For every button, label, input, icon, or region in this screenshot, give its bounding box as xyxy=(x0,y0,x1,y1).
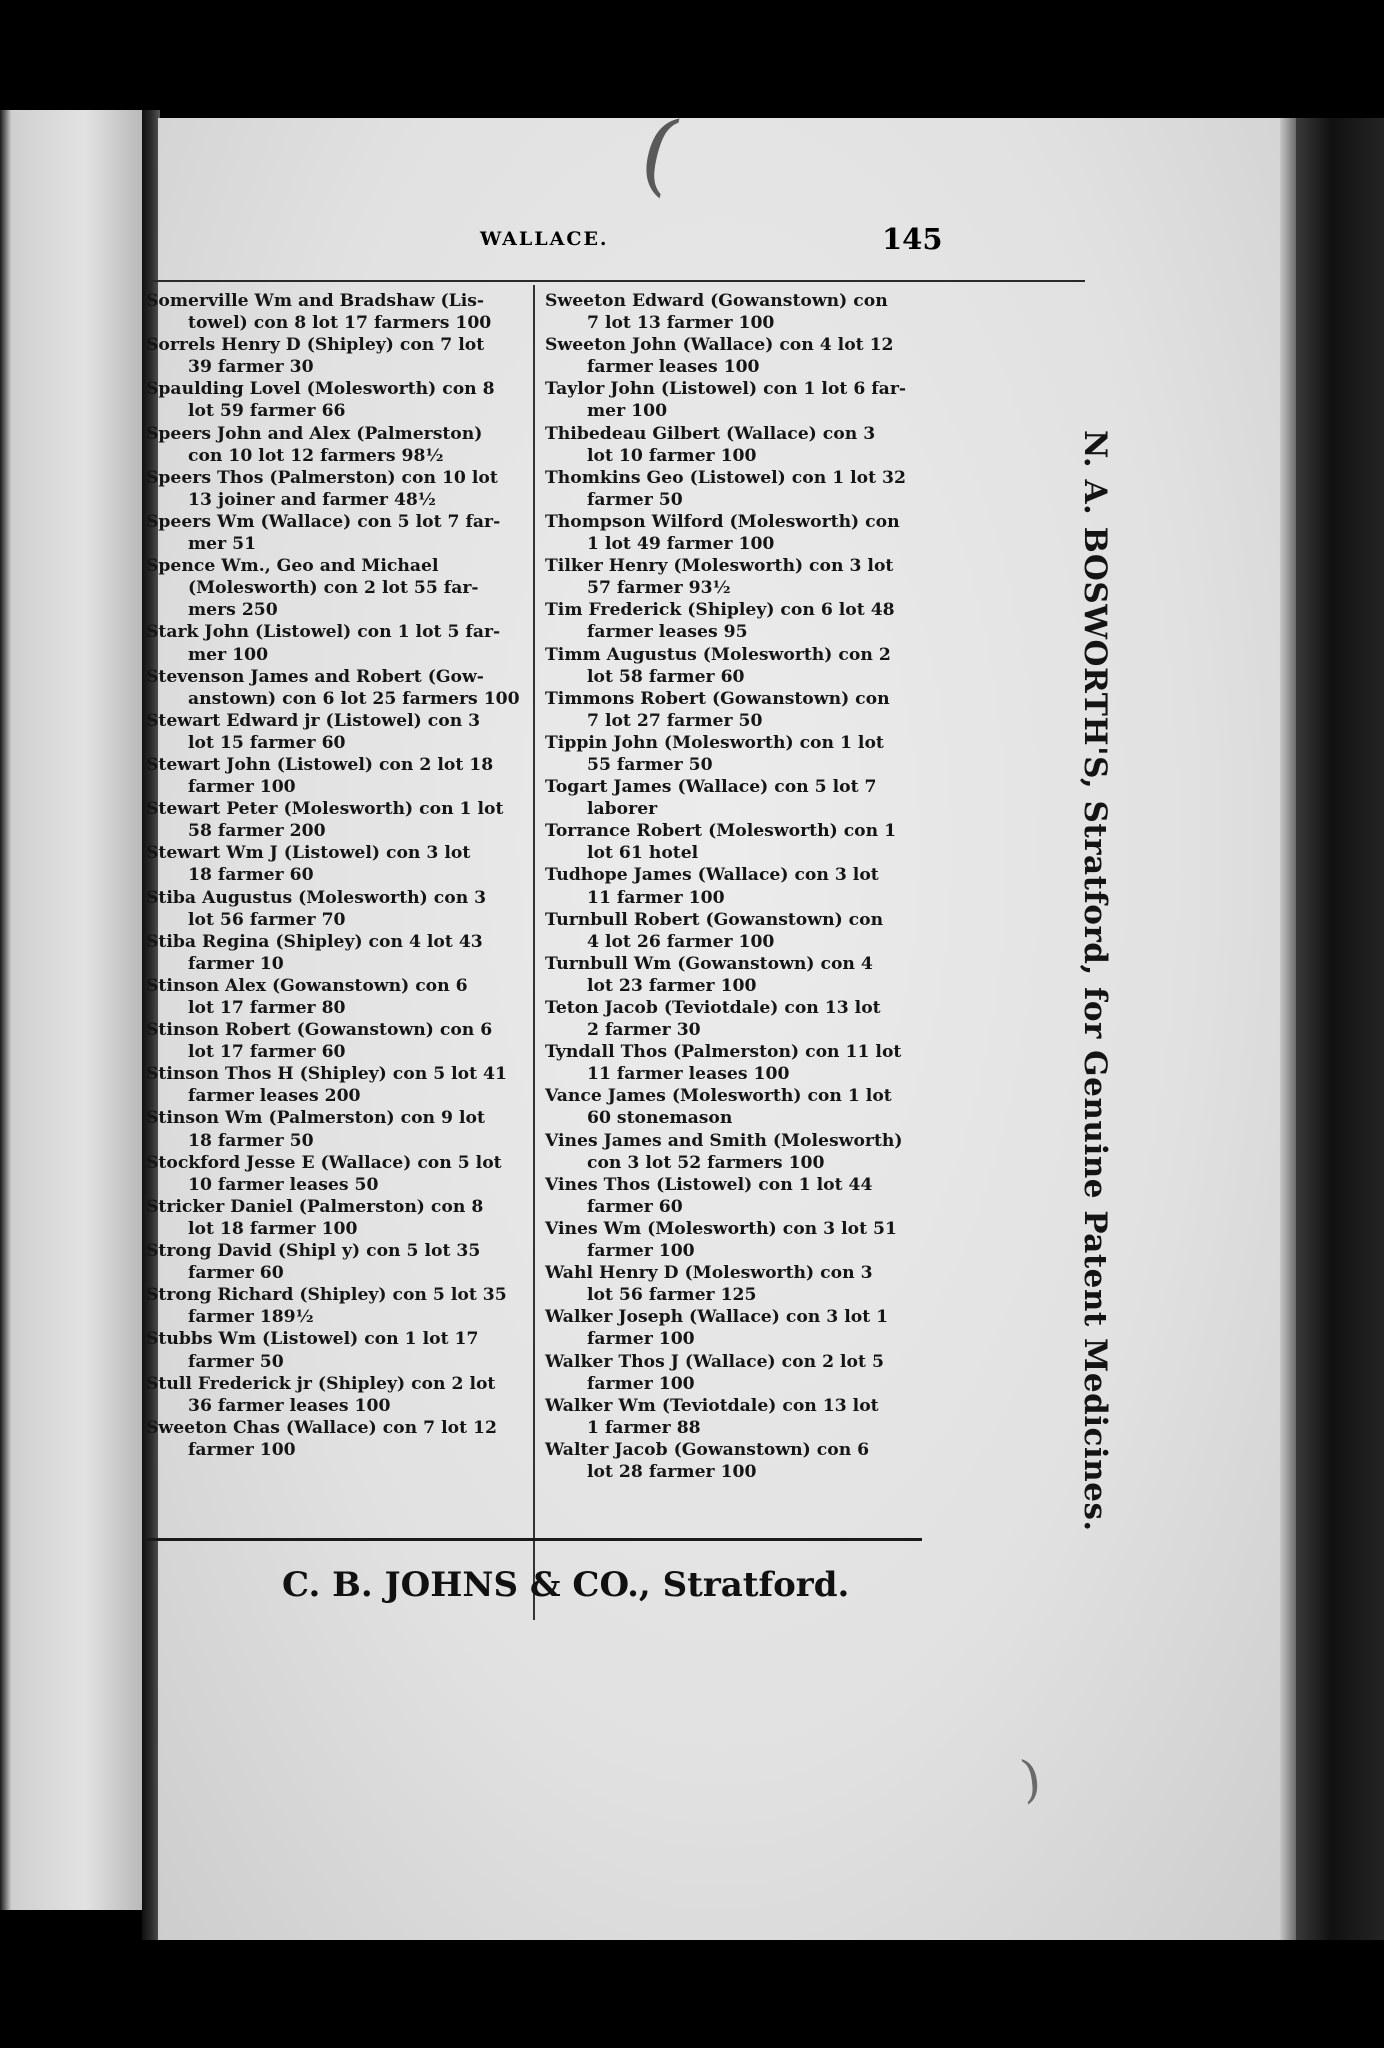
directory-entry xyxy=(545,1041,935,1085)
entry-continuation-line: farmer 189½ xyxy=(188,1307,314,1328)
page-edge xyxy=(1280,118,1296,1940)
entry-first-line: Turnbull Wm (Gowanstown) con 4 xyxy=(545,953,873,974)
entry-first-line: Torrance Robert (Molesworth) con 1 xyxy=(545,821,897,842)
directory-entry xyxy=(146,511,526,555)
entry-first-line: Stull Frederick jr (Shipley) con 2 lot xyxy=(146,1373,496,1394)
directory-entry xyxy=(545,953,935,997)
entry-first-line: Stewart John (Listowel) con 2 lot 18 xyxy=(146,754,494,775)
entry-continuation-line: mer 100 xyxy=(587,401,668,422)
running-head: WALLACE. xyxy=(480,228,609,250)
directory-entry xyxy=(545,511,935,555)
entry-continuation-line: anstown) con 6 lot 25 farmers 100 xyxy=(188,688,520,709)
right-column xyxy=(545,290,935,1483)
entry-first-line: Stewart Peter (Molesworth) con 1 lot xyxy=(146,799,504,820)
entry-continuation-line: 7 lot 27 farmer 50 xyxy=(587,710,763,731)
entry-first-line: Stockford Jesse E (Wallace) con 5 lot xyxy=(146,1152,502,1173)
entry-continuation-line: farmer 10 xyxy=(188,953,284,974)
entry-continuation-line: farmer 100 xyxy=(188,1439,296,1460)
side-advertisement: N. A. BOSWORTH'S, Stratford, for Genuine Patent Medicines. xyxy=(1077,430,1113,1532)
entry-continuation-line: towel) con 8 lot 17 farmers 100 xyxy=(188,313,492,334)
entry-continuation-line: 18 farmer 60 xyxy=(188,865,314,886)
entry-continuation-line: 2 farmer 30 xyxy=(587,1020,701,1041)
directory-entry xyxy=(545,688,935,732)
directory-entry xyxy=(545,555,935,599)
entry-continuation-line: con 3 lot 52 farmers 100 xyxy=(587,1152,825,1173)
directory-entry xyxy=(146,666,526,710)
directory-entry xyxy=(545,599,935,643)
entry-continuation-line: farmer leases 95 xyxy=(587,622,748,643)
entry-first-line: Stinson Thos H (Shipley) con 5 lot 41 xyxy=(146,1064,507,1085)
entry-first-line: Thompson Wilford (Molesworth) con xyxy=(545,511,900,532)
directory-entry xyxy=(545,1395,935,1439)
entry-continuation-line: (Molesworth) con 2 lot 55 far- xyxy=(188,578,479,599)
directory-entry xyxy=(545,1174,935,1218)
directory-entry xyxy=(146,1373,526,1417)
entry-first-line: Speers John and Alex (Palmerston) xyxy=(146,423,483,444)
entry-continuation-line: farmer 50 xyxy=(188,1351,284,1372)
directory-entry xyxy=(545,1262,935,1306)
entry-first-line: Togart James (Wallace) con 5 lot 7 xyxy=(545,777,877,798)
entry-first-line: Wahl Henry D (Molesworth) con 3 xyxy=(545,1263,873,1284)
entry-continuation-line: farmer 100 xyxy=(188,777,296,798)
directory-entry xyxy=(545,290,935,334)
entry-continuation-line: mers 250 xyxy=(188,600,278,621)
directory-entry xyxy=(146,555,526,621)
entry-first-line: Taylor John (Listowel) con 1 lot 6 far- xyxy=(545,379,907,400)
entry-continuation-line: con 10 lot 12 farmers 98½ xyxy=(188,445,444,466)
entry-first-line: Walter Jacob (Gowanstown) con 6 xyxy=(545,1439,870,1460)
directory-entry xyxy=(146,754,526,798)
entry-first-line: Stark John (Listowel) con 1 lot 5 far- xyxy=(146,622,501,643)
entry-first-line: Walker Joseph (Wallace) con 3 lot 1 xyxy=(545,1307,889,1328)
column-divider xyxy=(533,285,535,1620)
entry-first-line: Somerville Wm and Bradshaw (Lis- xyxy=(146,291,485,311)
entry-continuation-line: 11 farmer 100 xyxy=(587,887,725,908)
directory-entry xyxy=(146,334,526,378)
entry-continuation-line: 55 farmer 50 xyxy=(587,754,713,775)
entry-first-line: Stinson Wm (Palmerston) con 9 lot xyxy=(146,1108,485,1129)
entry-continuation-line: farmer 60 xyxy=(587,1196,683,1217)
entry-continuation-line: lot 17 farmer 80 xyxy=(188,998,346,1018)
entry-continuation-line: lot 58 farmer 60 xyxy=(587,666,745,687)
entry-first-line: Turnbull Robert (Gowanstown) con xyxy=(545,909,884,930)
directory-entry xyxy=(545,423,935,467)
facing-page-edge xyxy=(0,110,142,1910)
directory-entry xyxy=(545,776,935,820)
entry-first-line: Tilker Henry (Molesworth) con 3 lot xyxy=(545,556,894,577)
directory-entry xyxy=(146,378,526,422)
left-column xyxy=(146,290,526,1461)
entry-continuation-line: lot 61 hotel xyxy=(587,843,699,864)
directory-entry xyxy=(146,931,526,975)
directory-entry xyxy=(545,1306,935,1350)
directory-entry xyxy=(545,378,935,422)
entry-continuation-line: lot 18 farmer 100 xyxy=(188,1218,358,1239)
directory-entry xyxy=(545,1439,935,1483)
entry-first-line: Stiba Regina (Shipley) con 4 lot 43 xyxy=(146,931,483,952)
entry-continuation-line: mer 100 xyxy=(188,644,269,665)
directory-entry xyxy=(545,467,935,511)
directory-entry xyxy=(146,842,526,886)
directory-entry xyxy=(146,1196,526,1240)
directory-entry xyxy=(545,997,935,1041)
entry-first-line: Thomkins Geo (Listowel) con 1 lot 32 xyxy=(545,467,906,488)
directory-entry xyxy=(545,1218,935,1262)
entry-first-line: Stevenson James and Robert (Gow- xyxy=(146,666,484,687)
entry-continuation-line: farmer 50 xyxy=(587,489,683,510)
directory-entry xyxy=(146,1417,526,1461)
entry-first-line: Vines Wm (Molesworth) con 3 lot 51 xyxy=(545,1218,897,1239)
directory-entry xyxy=(146,1019,526,1063)
directory-entry xyxy=(146,798,526,842)
entry-continuation-line: 60 stonemason xyxy=(587,1108,733,1129)
directory-entry xyxy=(146,975,526,1019)
entry-continuation-line: lot 10 farmer 100 xyxy=(587,445,757,466)
book-cover-edge xyxy=(1296,118,1384,1940)
page-number: 145 xyxy=(882,222,943,256)
entry-continuation-line: lot 15 farmer 60 xyxy=(188,732,346,753)
directory-entry xyxy=(146,423,526,467)
entry-first-line: Vance James (Molesworth) con 1 lot xyxy=(545,1086,892,1107)
entry-continuation-line: farmer leases 100 xyxy=(587,357,760,378)
entry-first-line: Sweeton John (Wallace) con 4 lot 12 xyxy=(545,335,894,356)
entry-continuation-line: 57 farmer 93½ xyxy=(587,578,731,599)
entry-first-line: Thibedeau Gilbert (Wallace) con 3 xyxy=(545,423,876,444)
entry-first-line: Stewart Edward jr (Listowel) con 3 xyxy=(146,710,481,731)
directory-entry xyxy=(146,467,526,511)
entry-continuation-line: 39 farmer 30 xyxy=(188,357,314,378)
entry-first-line: Tippin John (Molesworth) con 1 lot xyxy=(545,732,884,753)
header-rule xyxy=(150,280,1085,282)
entry-first-line: Speers Thos (Palmerston) con 10 lot xyxy=(146,467,498,488)
directory-entry xyxy=(545,334,935,378)
entry-continuation-line: laborer xyxy=(587,799,658,820)
footer-rule xyxy=(146,1538,922,1541)
directory-entry xyxy=(146,887,526,931)
entry-first-line: Tyndall Thos (Palmerston) con 11 lot xyxy=(545,1042,902,1063)
directory-entry xyxy=(146,1152,526,1196)
directory-entry xyxy=(146,1240,526,1284)
directory-entry xyxy=(146,1328,526,1372)
entry-first-line: Sorrels Henry D (Shipley) con 7 lot xyxy=(146,335,485,356)
pencil-mark: ( xyxy=(629,97,690,208)
entry-first-line: Teton Jacob (Teviotdale) con 13 lot xyxy=(545,998,881,1018)
entry-continuation-line: 13 joiner and farmer 48½ xyxy=(188,489,436,510)
entry-first-line: Tim Frederick (Shipley) con 6 lot 48 xyxy=(545,600,895,621)
entry-continuation-line: lot 59 farmer 66 xyxy=(188,401,346,422)
entry-first-line: Sweeton Edward (Gowanstown) con xyxy=(545,291,888,311)
entry-continuation-line: mer 51 xyxy=(188,534,257,555)
entry-first-line: Stinson Robert (Gowanstown) con 6 xyxy=(146,1020,493,1041)
pencil-mark: ) xyxy=(1017,1748,1045,1810)
entry-first-line: Walker Wm (Teviotdale) con 13 lot xyxy=(545,1395,879,1416)
directory-entry xyxy=(146,621,526,665)
directory-entry xyxy=(146,1063,526,1107)
directory-entry xyxy=(545,820,935,864)
entry-first-line: Stricker Daniel (Palmerston) con 8 xyxy=(146,1196,484,1217)
directory-entry xyxy=(146,1284,526,1328)
entry-first-line: Stubbs Wm (Listowel) con 1 lot 17 xyxy=(146,1329,479,1350)
entry-continuation-line: farmer 60 xyxy=(188,1263,284,1284)
entry-first-line: Vines Thos (Listowel) con 1 lot 44 xyxy=(545,1174,873,1195)
entry-first-line: Timmons Robert (Gowanstown) con xyxy=(545,688,890,709)
directory-entry xyxy=(146,710,526,754)
entry-continuation-line: 58 farmer 200 xyxy=(188,821,326,842)
entry-first-line: Spaulding Lovel (Molesworth) con 8 xyxy=(146,379,495,400)
entry-first-line: Tudhope James (Wallace) con 3 lot xyxy=(545,865,879,886)
entry-first-line: Stiba Augustus (Molesworth) con 3 xyxy=(146,887,487,908)
entry-first-line: Vines James and Smith (Molesworth) xyxy=(545,1130,903,1151)
entry-continuation-line: 18 farmer 50 xyxy=(188,1130,314,1151)
entry-continuation-line: 10 farmer leases 50 xyxy=(188,1174,379,1195)
entry-continuation-line: farmer 100 xyxy=(587,1329,695,1350)
entry-continuation-line: lot 56 farmer 70 xyxy=(188,909,346,930)
entry-first-line: Strong Richard (Shipley) con 5 lot 35 xyxy=(146,1285,507,1306)
directory-entry xyxy=(545,644,935,688)
directory-entry xyxy=(545,732,935,776)
entry-continuation-line: lot 23 farmer 100 xyxy=(587,975,757,996)
entry-continuation-line: 1 farmer 88 xyxy=(587,1417,701,1438)
directory-entry xyxy=(545,909,935,953)
entry-continuation-line: lot 17 farmer 60 xyxy=(188,1042,346,1063)
entry-first-line: Strong David (Shipl y) con 5 lot 35 xyxy=(146,1241,481,1262)
directory-entry xyxy=(545,864,935,908)
entry-continuation-line: farmer leases 200 xyxy=(188,1086,361,1107)
footer-advertisement: C. B. JOHNS & CO., Stratford. xyxy=(282,1565,850,1605)
entry-continuation-line: 7 lot 13 farmer 100 xyxy=(587,313,775,334)
entry-first-line: Spence Wm., Geo and Michael xyxy=(146,556,439,577)
entry-continuation-line: 11 farmer leases 100 xyxy=(587,1064,790,1085)
entry-first-line: Stewart Wm J (Listowel) con 3 lot xyxy=(146,843,471,864)
entry-first-line: Speers Wm (Wallace) con 5 lot 7 far- xyxy=(146,511,501,532)
entry-first-line: Walker Thos J (Wallace) con 2 lot 5 xyxy=(545,1351,884,1372)
entry-first-line: Sweeton Chas (Wallace) con 7 lot 12 xyxy=(146,1417,497,1438)
entry-continuation-line: lot 28 farmer 100 xyxy=(587,1461,757,1482)
directory-entry xyxy=(545,1351,935,1395)
directory-entry xyxy=(545,1085,935,1129)
entry-continuation-line: farmer 100 xyxy=(587,1241,695,1262)
entry-first-line: Stinson Alex (Gowanstown) con 6 xyxy=(146,975,468,996)
entry-first-line: Timm Augustus (Molesworth) con 2 xyxy=(545,644,891,665)
entry-continuation-line: lot 56 farmer 125 xyxy=(587,1285,757,1306)
entry-continuation-line: 1 lot 49 farmer 100 xyxy=(587,534,775,555)
entry-continuation-line: farmer 100 xyxy=(587,1373,695,1394)
directory-entry xyxy=(146,1107,526,1151)
entry-continuation-line: 36 farmer leases 100 xyxy=(188,1395,391,1416)
entry-continuation-line: 4 lot 26 farmer 100 xyxy=(587,931,775,952)
directory-entry xyxy=(146,290,526,334)
directory-entry xyxy=(545,1130,935,1174)
